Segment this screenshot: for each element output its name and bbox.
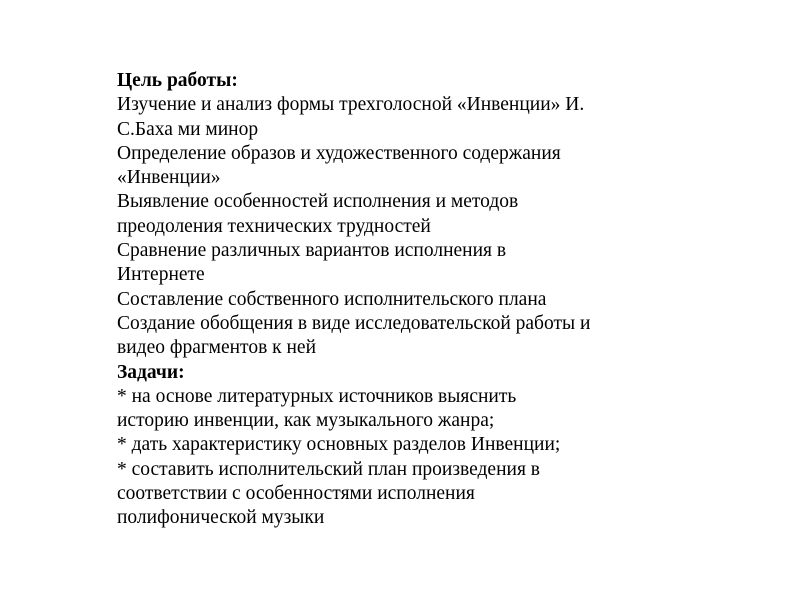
task-line: * дать характеристику основных разделов Инвенции; bbox=[117, 434, 561, 456]
goal-line: Выявление особенностей исполнения и методов bbox=[117, 191, 519, 213]
goal-line: Сравнение различных вариантов исполнения в bbox=[117, 240, 507, 262]
task-line: историю инвенции, как музыкального жанра; bbox=[117, 410, 495, 432]
task-line: * составить исполнительский план произведения в bbox=[117, 458, 541, 480]
goal-line: Определение образов и художественного содержания bbox=[117, 142, 561, 164]
goal-heading: Цель работы: bbox=[117, 70, 238, 91]
goal-line: Создание обобщения в виде исследовательской работы и bbox=[117, 312, 591, 334]
goal-line: Интернете bbox=[117, 264, 205, 286]
goal-line: Изучение и анализ формы трехголосной «Инвенции» И. bbox=[117, 94, 585, 116]
goal-line: преодоления технических трудностей bbox=[117, 215, 431, 237]
goal-line: Составление собственного исполнительского плана bbox=[117, 288, 547, 310]
goal-line: видео фрагментов к ней bbox=[117, 337, 317, 359]
tasks-heading: Задачи: bbox=[117, 361, 185, 383]
goal-line: С.Баха ми минор bbox=[117, 118, 259, 140]
slide-text-block bbox=[117, 69, 677, 531]
task-line: полифонической музыки bbox=[117, 507, 325, 529]
goal-line: «Инвенции» bbox=[117, 167, 221, 189]
task-line: соответствии с особенностями исполнения bbox=[117, 483, 475, 505]
task-line: * на основе литературных источников выяснить bbox=[117, 385, 517, 407]
